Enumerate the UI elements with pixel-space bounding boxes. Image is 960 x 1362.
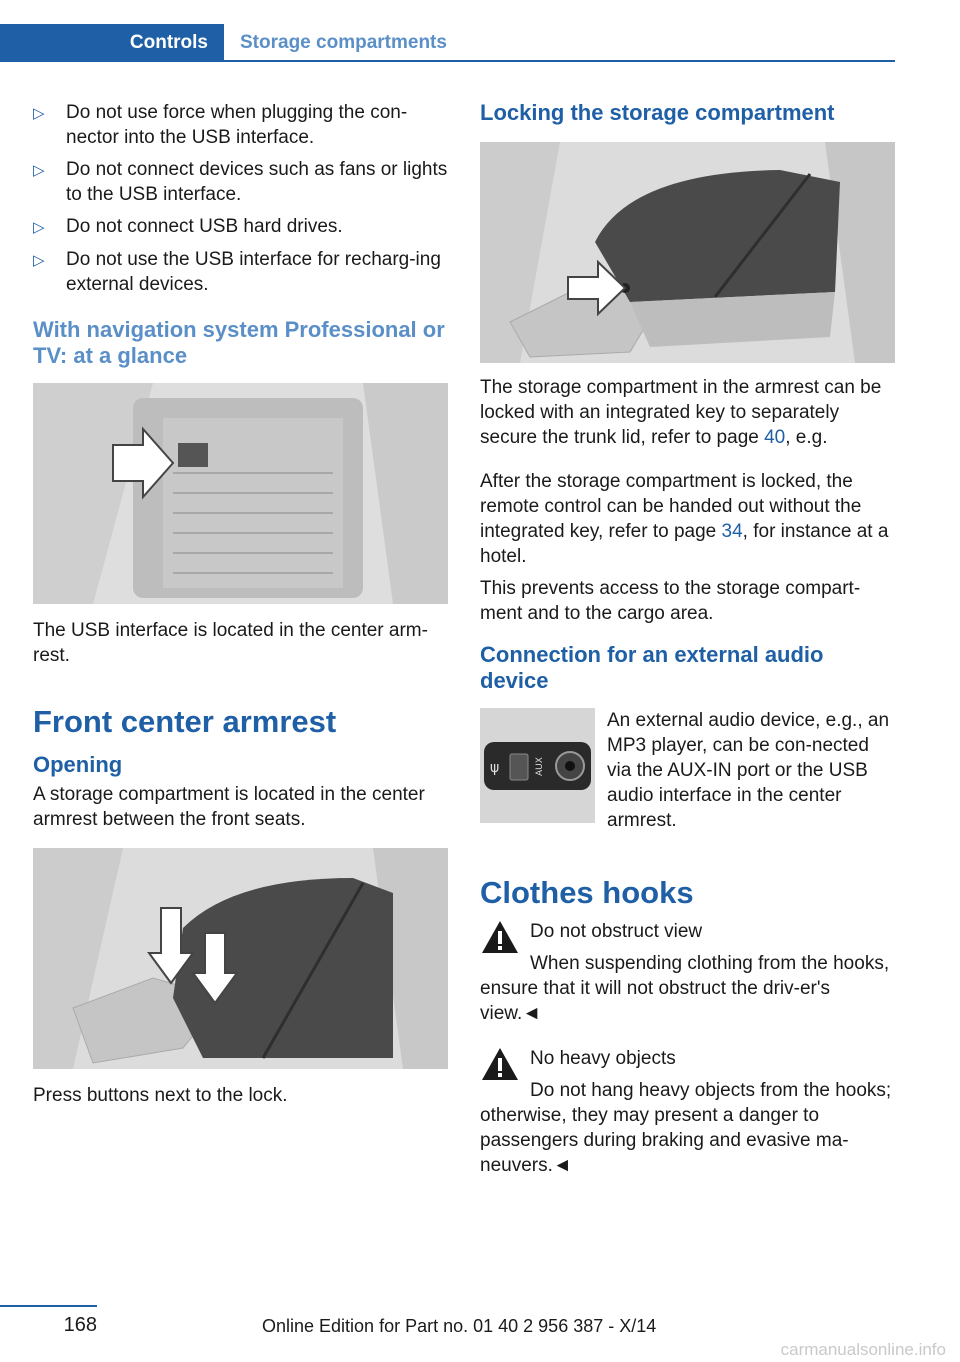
list-item: ▷ Do not use the USB interface for recharg‐ing external devices.	[33, 249, 441, 295]
bullet-triangle-icon: ▷	[33, 105, 45, 122]
nav-heading: With navigation system Professional or TV: at a glance	[33, 317, 445, 368]
svg-text:AUX: AUX	[535, 757, 545, 776]
audio-text: An external audio device, e.g., an MP3 player, can be con‐nected via the AUX-IN port or the USB audio interface in the center armrest.	[607, 710, 890, 831]
page-link-40[interactable]: 40	[764, 427, 786, 448]
press-caption: Press buttons next to the lock.	[33, 1085, 288, 1106]
warning-text: Do not hang heavy objects from the hooks; otherwise, they may present a danger to passengers during braking and evasive ma‐neuvers.◄	[480, 1080, 892, 1176]
warning-heavy	[480, 1046, 895, 1178]
usb-icon	[490, 760, 499, 776]
section-tab[interactable]: Controls	[0, 24, 224, 62]
list-item: ▷ Do not connect USB hard drives.	[33, 214, 448, 240]
armrest-heading: Front center armrest	[33, 704, 337, 739]
usb-caption: The USB interface is located in the center arm‐rest.	[33, 620, 428, 666]
warning-triangle-icon	[480, 1046, 520, 1082]
locking-paragraph-3: This prevents access to the storage compart‐ment and to the cargo area.	[480, 578, 861, 624]
warning-obstruct	[480, 919, 895, 1026]
audio-section	[480, 708, 895, 833]
warning-triangle-icon	[480, 919, 520, 955]
bullet-triangle-icon: ▷	[33, 162, 45, 179]
list-item: ▷ Do not connect devices such as fans or lights to the USB interface.	[33, 159, 448, 205]
opening-text: A storage compartment is located in the center armrest between the front seats.	[33, 784, 425, 830]
aux-port-image	[480, 708, 595, 823]
locking-paragraph-2: After the storage compartment is locked, the remote control can be handed out without the integrated key, refer to page 34, for instance at a hotel.	[480, 471, 889, 567]
locking-paragraph-1: The storage compartment in the armrest can be locked with an integrated key to separately secure the trunk lid, refer to page 40, e.g.	[480, 377, 882, 448]
page-number: 168	[63, 1314, 97, 1336]
right-column	[480, 100, 895, 1178]
hooks-heading: Clothes hooks	[480, 875, 694, 910]
bullet-triangle-icon: ▷	[33, 219, 45, 236]
audio-heading: Connection for an external audio device	[480, 642, 824, 693]
footer-rule	[0, 1305, 97, 1307]
watermark: carmanualsonline.info	[780, 1340, 946, 1359]
armrest-buttons-image	[33, 848, 448, 1069]
edition-text: Online Edition for Part no. 01 40 2 956 387 - X/14	[262, 1316, 657, 1336]
list-item: ▷ Do not use force when plugging the con‐nector into the USB interface.	[33, 102, 408, 148]
warning-title: Do not obstruct view	[530, 921, 703, 942]
warning-text: When suspending clothing from the hooks, ensure that it will not obstruct the driv‐er's view.◄	[480, 953, 890, 1024]
locking-heading: Locking the storage compartment	[480, 100, 835, 125]
chapter-tab[interactable]: Storage compartments	[240, 32, 447, 53]
page-header	[0, 24, 895, 62]
opening-heading: Opening	[33, 752, 123, 777]
warning-title: No heavy objects	[530, 1048, 676, 1069]
left-column	[33, 100, 448, 1108]
locking-image	[480, 142, 895, 363]
bullet-triangle-icon: ▷	[33, 252, 45, 269]
page-link-34[interactable]: 34	[721, 521, 743, 542]
svg-text:ψ: ψ	[490, 760, 500, 776]
usb-interface-image	[33, 383, 448, 604]
